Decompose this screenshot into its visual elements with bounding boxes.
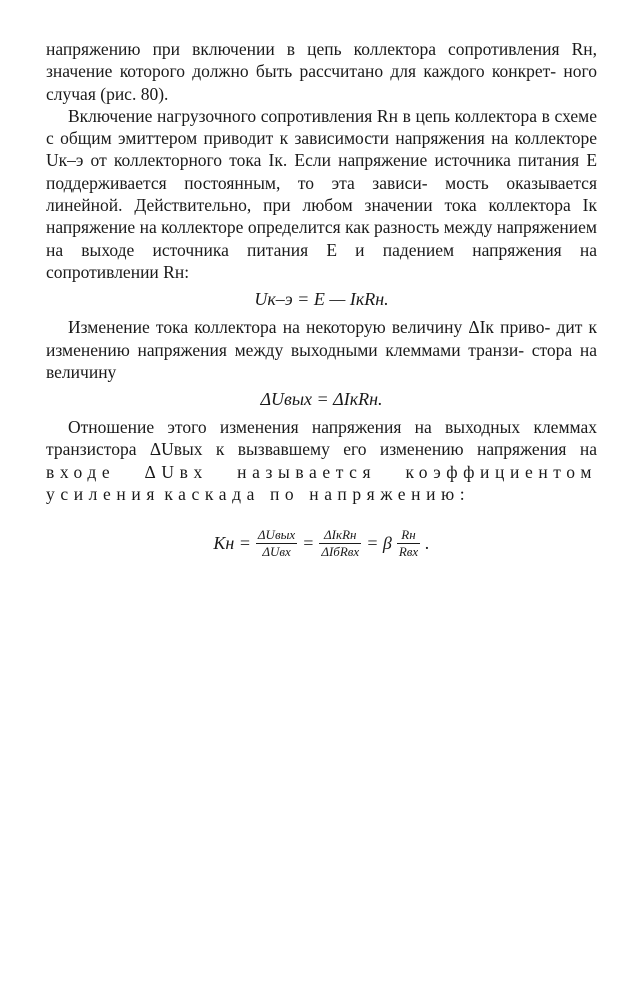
paragraph-4 (46, 416, 597, 505)
text-line: значение которого должно быть рассчитано для каждого конкрет- (46, 61, 557, 82)
text-line: ного случая (рис. 80). (46, 61, 598, 104)
fraction-denominator: Rвх (398, 543, 419, 559)
fraction-numerator: Rн (397, 527, 420, 544)
formula-collector-voltage: Uк–э = E — IкRн. (254, 289, 389, 310)
formula-end: . (425, 533, 430, 554)
fraction-3 (397, 527, 420, 560)
text-line: напряжению при включении в цепь коллектора сопротивления Rн, (46, 39, 597, 59)
fraction-2 (319, 527, 361, 560)
formula-voltage-gain (46, 519, 597, 589)
text-line: на коллекторе Uк–э от коллекторного тока Iк. Если напряжение (46, 128, 597, 171)
equals-sign: = (302, 533, 315, 554)
text-line: в схеме с общим эмиттером приводит к зависимости напряжения (46, 105, 597, 149)
fraction-numerator: ΔUвых (257, 526, 296, 542)
fraction-1 (256, 527, 297, 560)
formula-output-voltage-change: ΔUвых = ΔIкRн. (260, 389, 383, 410)
text-line: разность между напряжением на выходе источника питания E и (46, 217, 597, 260)
formula-lhs: Kн = (213, 533, 251, 554)
text-line: падением напряжения на сопротивлении Rн: (46, 239, 598, 282)
paragraph-1 (46, 38, 597, 105)
text-line: стора на величину (46, 339, 597, 382)
equals-beta: = β (366, 533, 392, 554)
text-line: источника питания E поддерживается постоянным, то эта зависи- (46, 150, 598, 193)
text-line: транзистора ΔUвых к вызвавшему его изменению напряжения на (46, 439, 597, 460)
text-line: Включение нагрузочного сопротивления Rн в цепь коллектора (68, 105, 537, 126)
paragraph-3 (46, 316, 597, 383)
text-line: мость оказывается линейной. Действительно, при любом значении (46, 172, 598, 216)
fraction-denominator: ΔUвх (262, 543, 291, 559)
fraction-numerator: ΔIкRн (319, 527, 361, 544)
document-page (46, 38, 597, 589)
text-line: тока коллектора Iк напряжение на коллекторе определится как (46, 195, 597, 238)
text-line: Отношение этого изменения напряжения на выходных клеммах (68, 417, 597, 438)
text-line: каскада по напряжению: (164, 484, 471, 505)
fraction-denominator: ΔIбRвх (321, 543, 360, 559)
text-line: дит к изменению напряжения между выходными клеммами транзи- (46, 317, 598, 360)
text-line: Изменение тока коллектора на некоторую величину ΔIк приво- (68, 317, 551, 338)
paragraph-2 (46, 105, 597, 283)
text-line: входе ΔUвх называется коэффициентом усиления (46, 461, 597, 505)
